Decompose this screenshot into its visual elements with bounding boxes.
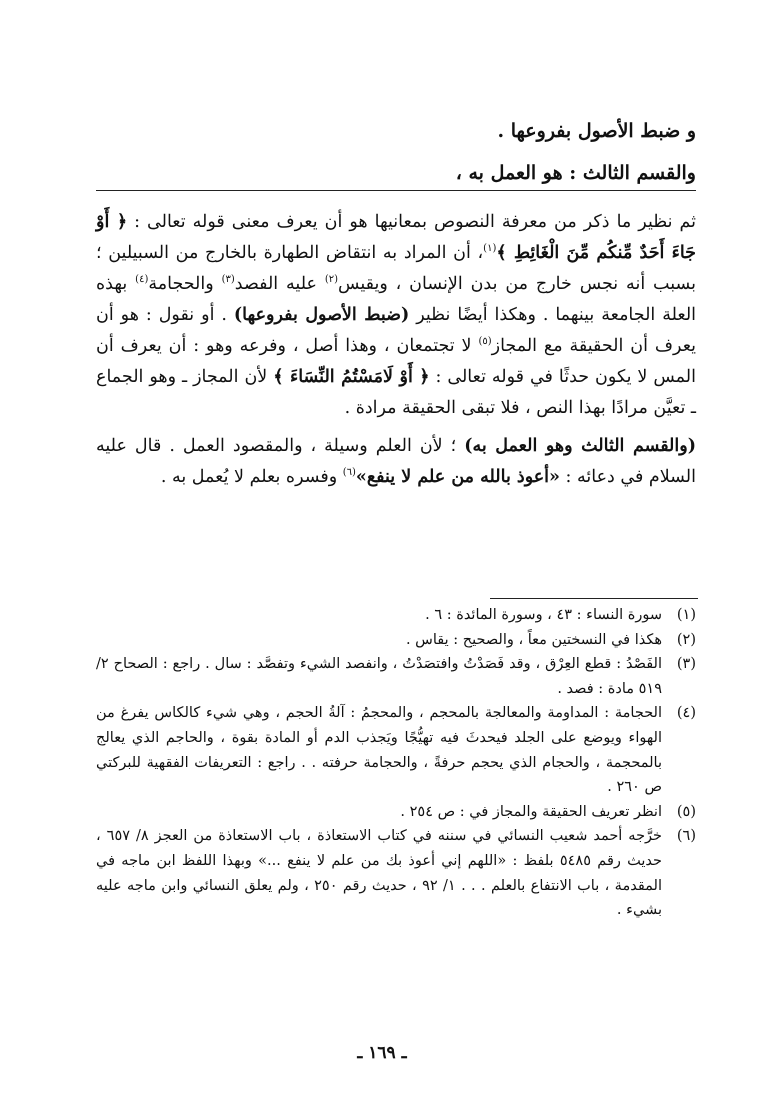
footnote-number: (٥): [676, 803, 696, 820]
footnote-ref-1[interactable]: (١): [483, 243, 497, 255]
footnotes: [96, 603, 696, 923]
footnote-item: [96, 701, 696, 799]
footnote-text: انظر تعريف الحقيقة والمجاز في : ص ٢٥٤ .: [400, 803, 662, 820]
header-line-1: و ضبط الأصول بفروعها .: [497, 120, 696, 142]
footnote-text: خرَّجه أحمد شعيب النسائي في سننه في كتاب الاستعاذة ، باب الاستعاذة من العجز ٨/ ٦٥٧ ، حديث رقم ٥٤٨٥ بلفظ : «اللهم إني أعوذ بك من علم لا ينفع ...» وبهذا اللفظ ابن ماجه في المقدمة ، باب الانتفاع بالعلم . . . ١/ ٩٢ ، حديث رقم ٢٥٠ ، ولم يعلق النسائي وابن ماجه عليه بشيء .: [96, 828, 663, 919]
footnote-number: (١): [676, 607, 696, 623]
footnote-item: [96, 628, 696, 653]
p1-text-g: لا تجتمعان ، وهذا أصل ، وفرعه وهو : أن يعرف أن المس لا يكون حدثًا في قوله تعالى :: [96, 336, 696, 387]
p2-text-b: وفسره بعلم لا يُعمل به .: [160, 467, 343, 487]
p1-text-f: . أو نقول : هو أن يعرف أن الحقيقة مع المجاز: [96, 305, 697, 356]
header-divider: [96, 190, 696, 191]
footnote-ref-6[interactable]: (٦): [342, 467, 356, 479]
footnote-divider: [490, 598, 698, 599]
footnote-text: هكذا في النسختين معاً ، والصحيح : يقاس .: [405, 631, 662, 648]
footnote-item: [96, 652, 696, 701]
footnote-ref-3[interactable]: (٣): [221, 274, 235, 286]
p1-text-d: والحجامة: [148, 274, 222, 294]
footnote-text: سورة النساء : ٤٣ ، وسورة المائدة : ٦ .: [425, 607, 662, 623]
footnote-number: (٣): [676, 656, 696, 673]
footnote-text: الحجامة : المداومة والمعالجة بالمحجم ، والمحجمُ : آلةُ الحجم ، وهي شيء كالكاس يفرغ من الهواء ويوضع على الجلد فيحدثَ فيه تهيُّجًا ويَجذب الدم أو المادة بقوة ، والحاجم الذي يعالج بالمحجمة ، والحجام الذي يحجم حرفةً ، والحجامة حرفته . . راجع : التعريفات الفقهية للبركتي ص ٢٦٠ .: [96, 705, 662, 796]
footnote-number: (٢): [676, 631, 696, 648]
footnote-text: الفَصْدُ : قطع العِرْق ، وقد فَصَدْتُ وافتصَدْتُ ، وانفصد الشيء وتفصَّد : سال . راجع : الصحاح ٢/ ٥١٩ مادة : فصد .: [96, 656, 662, 697]
footnote-item: [96, 800, 696, 825]
p1-text-b: ، أن المراد به انتقاض الطهارة بالخارج من السبيلين ؛ بسبب أنه نجس خارج من بدن الإنسان ، ويقيس: [96, 243, 697, 294]
p2-text-a: ؛ لأن العلم وسيلة ، والمقصود العمل . قال عليه السلام في دعائه :: [96, 436, 696, 487]
header-line-2: والقسم الثالث : هو العمل به ،: [455, 162, 696, 184]
quran-verse-2: ﴿ أَوْ لَامَسْتُمُ النِّسَاءَ ﴾: [273, 367, 430, 387]
quran-verse-1: ﴿ أَوْ جَاءَ أَحَدٌ مِّنكُم مِّنَ الْغَائِطِ ﴾: [96, 212, 696, 263]
footnote-ref-2[interactable]: (٢): [324, 274, 339, 286]
footnote-number: (٤): [676, 705, 696, 722]
paragraph-1: [96, 207, 696, 424]
page-number: ـ ١٦٩ ـ: [357, 1043, 407, 1063]
bold-phrase-1: (ضبط الأصول بفروعها): [233, 305, 410, 325]
p1-text-h: لأن المجاز ـ وهو الجماع ـ تعيَّن مرادًا بهذا النص ، فلا تبقى الحقيقة مرادة .: [96, 367, 696, 418]
p1-text-c: عليه الفصد: [234, 274, 325, 294]
footnote-item: [96, 603, 696, 628]
hadith-quote: «أعوذ بالله من علم لا ينفع»: [355, 467, 560, 487]
footnote-ref-5[interactable]: (٥): [478, 336, 492, 348]
header-block: [96, 110, 696, 194]
footnote-number: (٦): [676, 828, 696, 845]
bold-phrase-2: (والقسم الثالث وهو العمل به): [464, 436, 696, 456]
main-text: [96, 207, 696, 493]
p1-text-a: ثم نظير ما ذكر من معرفة النصوص بمعانيها هو أن يعرف معنى قوله تعالى :: [127, 212, 696, 232]
footnote-ref-4[interactable]: (٤): [135, 274, 149, 286]
footnote-item: [96, 824, 696, 922]
p1-text-e: بهذه العلة الجامعة بينهما . وهكذا أيضًا نظير: [96, 274, 697, 325]
paragraph-2: [96, 431, 696, 493]
